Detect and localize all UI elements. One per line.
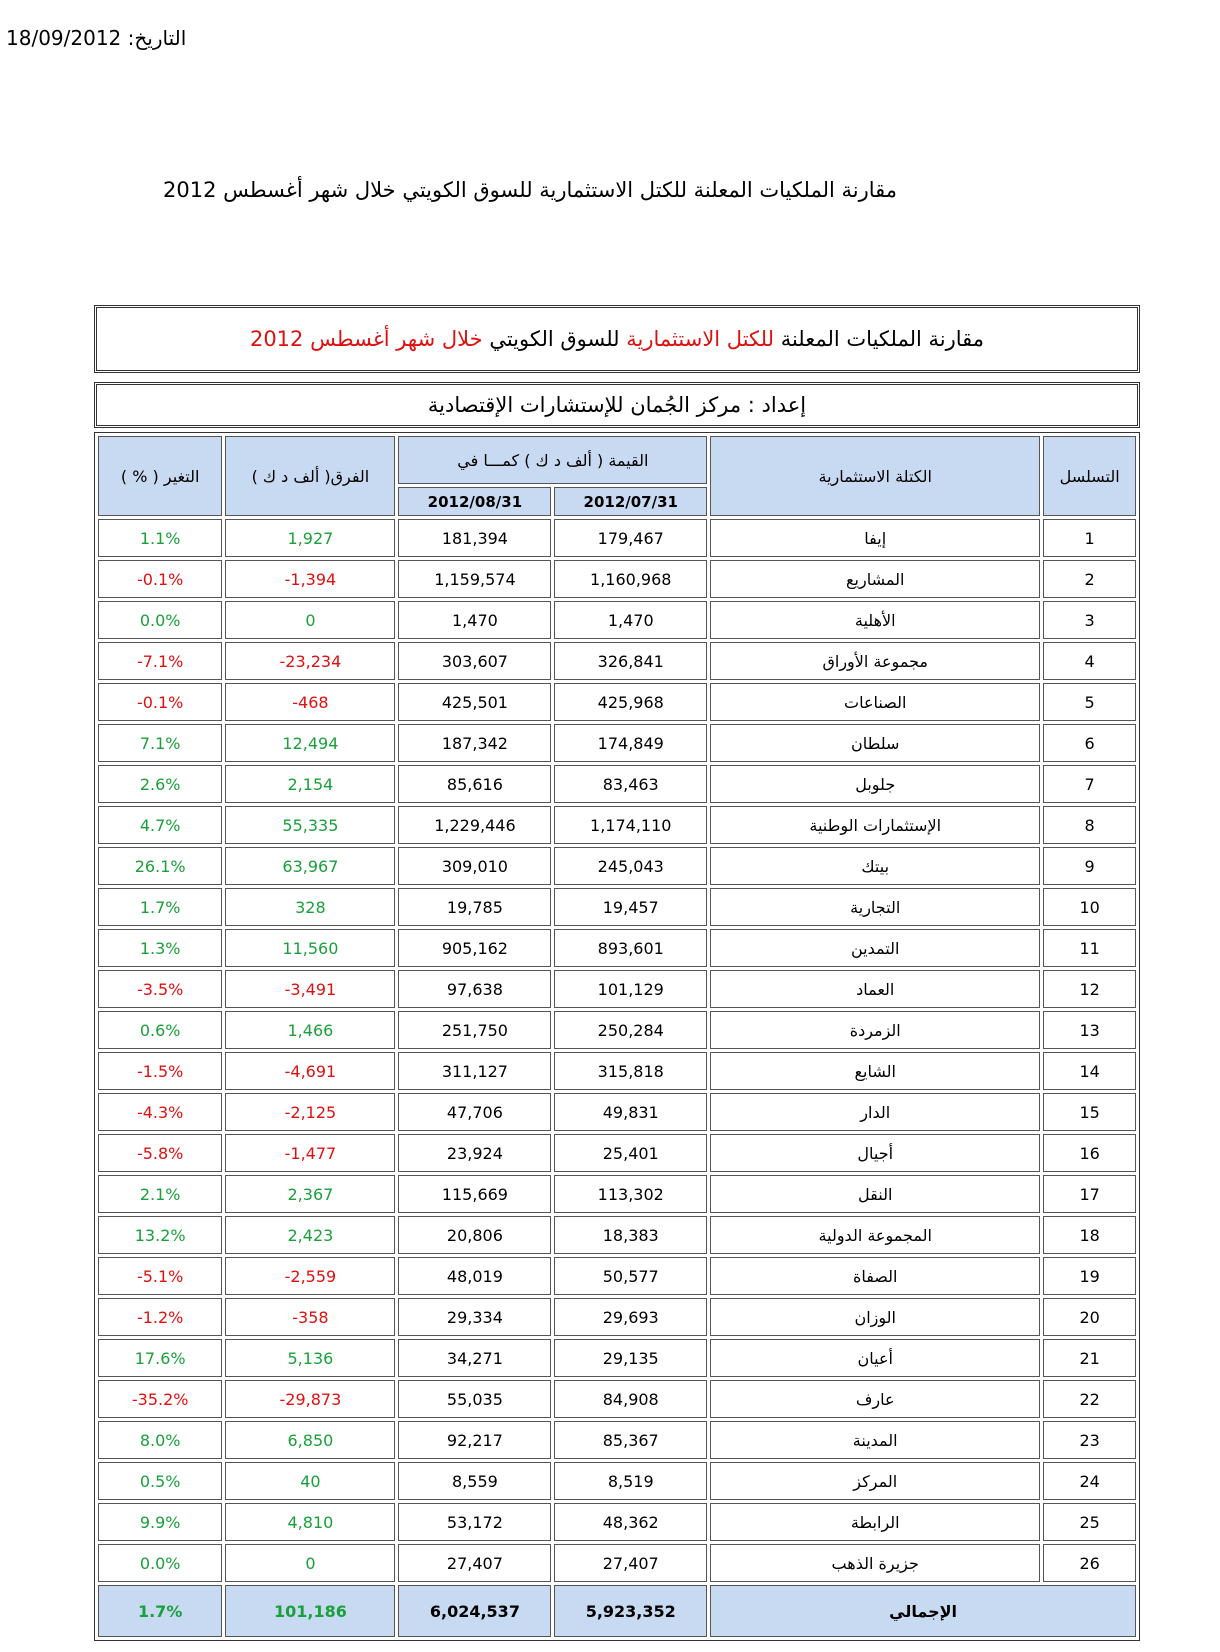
cell-diff: 0 (225, 601, 395, 639)
cell-block: المجموعة الدولية (710, 1216, 1040, 1254)
cell-change: 2.1% (98, 1175, 222, 1213)
holdings-table (94, 432, 1140, 1641)
table-row (98, 1544, 1136, 1582)
header-value-group: القيمة ( ألف د ك ) كمـــا في (398, 436, 707, 484)
cell-value-aug: 27,407 (398, 1544, 551, 1582)
cell-value-aug: 309,010 (398, 847, 551, 885)
cell-value-jul: 101,129 (554, 970, 707, 1008)
total-pct: 1.7% (98, 1585, 222, 1637)
cell-serial: 14 (1043, 1052, 1136, 1090)
cell-change: 1.1% (98, 519, 222, 557)
table-row (98, 1339, 1136, 1377)
cell-value-jul: 250,284 (554, 1011, 707, 1049)
cell-change: -5.1% (98, 1257, 222, 1295)
table-row (98, 724, 1136, 762)
cell-value-jul: 315,818 (554, 1052, 707, 1090)
table-row (98, 847, 1136, 885)
box-title-part3: للسوق الكويتي (489, 327, 620, 351)
table-row (98, 1257, 1136, 1295)
cell-value-aug: 425,501 (398, 683, 551, 721)
cell-change: -7.1% (98, 642, 222, 680)
cell-serial: 18 (1043, 1216, 1136, 1254)
table-row (98, 929, 1136, 967)
cell-block: مجموعة الأوراق (710, 642, 1040, 680)
cell-serial: 21 (1043, 1339, 1136, 1377)
cell-serial: 20 (1043, 1298, 1136, 1336)
cell-change: 8.0% (98, 1421, 222, 1459)
cell-block: جزيرة الذهب (710, 1544, 1040, 1582)
cell-value-aug: 20,806 (398, 1216, 551, 1254)
cell-change: 13.2% (98, 1216, 222, 1254)
header-serial: التسلسل (1043, 436, 1136, 516)
table-row (98, 1421, 1136, 1459)
total-row (98, 1585, 1136, 1637)
table-row (98, 806, 1136, 844)
cell-serial: 5 (1043, 683, 1136, 721)
table-row (98, 1134, 1136, 1172)
cell-block: الدار (710, 1093, 1040, 1131)
cell-block: المدينة (710, 1421, 1040, 1459)
cell-change: 26.1% (98, 847, 222, 885)
cell-value-aug: 115,669 (398, 1175, 551, 1213)
cell-change: 9.9% (98, 1503, 222, 1541)
cell-diff: 4,810 (225, 1503, 395, 1541)
cell-value-jul: 85,367 (554, 1421, 707, 1459)
cell-block: المشاريع (710, 560, 1040, 598)
table-row (98, 1380, 1136, 1418)
cell-serial: 16 (1043, 1134, 1136, 1172)
cell-serial: 23 (1043, 1421, 1136, 1459)
header-block: الكتلة الاستثمارية (710, 436, 1040, 516)
cell-change: -35.2% (98, 1380, 222, 1418)
cell-value-jul: 1,174,110 (554, 806, 707, 844)
cell-diff: -468 (225, 683, 395, 721)
cell-diff: 328 (225, 888, 395, 926)
table-row (98, 1093, 1136, 1131)
cell-change: -3.5% (98, 970, 222, 1008)
cell-diff: -358 (225, 1298, 395, 1336)
table-row (98, 888, 1136, 926)
cell-change: 1.7% (98, 888, 222, 926)
cell-diff: -2,559 (225, 1257, 395, 1295)
cell-value-jul: 50,577 (554, 1257, 707, 1295)
table-row (98, 560, 1136, 598)
cell-block: سلطان (710, 724, 1040, 762)
total-v2: 6,024,537 (398, 1585, 551, 1637)
cell-diff: -1,477 (225, 1134, 395, 1172)
table-row (98, 765, 1136, 803)
cell-change: 17.6% (98, 1339, 222, 1377)
cell-change: -4.3% (98, 1093, 222, 1131)
cell-value-jul: 1,470 (554, 601, 707, 639)
cell-serial: 2 (1043, 560, 1136, 598)
cell-value-jul: 245,043 (554, 847, 707, 885)
cell-change: -0.1% (98, 560, 222, 598)
cell-block: الأهلية (710, 601, 1040, 639)
cell-block: الشايع (710, 1052, 1040, 1090)
cell-diff: -23,234 (225, 642, 395, 680)
cell-value-aug: 181,394 (398, 519, 551, 557)
cell-block: التجارية (710, 888, 1040, 926)
box-title (94, 305, 1140, 373)
cell-block: بيتك (710, 847, 1040, 885)
report-date (6, 26, 186, 50)
cell-diff: -2,125 (225, 1093, 395, 1131)
cell-value-jul: 174,849 (554, 724, 707, 762)
cell-serial: 7 (1043, 765, 1136, 803)
cell-serial: 6 (1043, 724, 1136, 762)
cell-change: -1.5% (98, 1052, 222, 1090)
table-row (98, 970, 1136, 1008)
cell-value-aug: 1,470 (398, 601, 551, 639)
cell-change: 0.0% (98, 1544, 222, 1582)
cell-diff: 1,466 (225, 1011, 395, 1049)
cell-diff: -29,873 (225, 1380, 395, 1418)
cell-block: الرابطة (710, 1503, 1040, 1541)
cell-block: المركز (710, 1462, 1040, 1500)
total-label: الإجمالي (710, 1585, 1136, 1637)
cell-change: 1.3% (98, 929, 222, 967)
cell-serial: 12 (1043, 970, 1136, 1008)
table-row (98, 1503, 1136, 1541)
cell-value-aug: 8,559 (398, 1462, 551, 1500)
cell-block: الصناعات (710, 683, 1040, 721)
cell-value-jul: 48,362 (554, 1503, 707, 1541)
cell-change: 0.6% (98, 1011, 222, 1049)
box-title-part1: مقارنة الملكيات المعلنة (780, 327, 985, 351)
page-title: مقارنة الملكيات المعلنة للكتل الاستثمارية للسوق الكويتي خلال شهر أغسطس 2012 (162, 178, 898, 202)
cell-block: النقل (710, 1175, 1040, 1213)
cell-value-aug: 55,035 (398, 1380, 551, 1418)
cell-value-aug: 47,706 (398, 1093, 551, 1131)
cell-value-jul: 83,463 (554, 765, 707, 803)
cell-value-aug: 34,271 (398, 1339, 551, 1377)
cell-value-jul: 84,908 (554, 1380, 707, 1418)
cell-serial: 10 (1043, 888, 1136, 926)
cell-value-aug: 1,159,574 (398, 560, 551, 598)
cell-value-jul: 8,519 (554, 1462, 707, 1500)
table-row (98, 1216, 1136, 1254)
cell-value-jul: 19,457 (554, 888, 707, 926)
cell-diff: 1,927 (225, 519, 395, 557)
cell-change: 0.0% (98, 601, 222, 639)
header-change: التغير ( % ) (98, 436, 222, 516)
cell-value-aug: 48,019 (398, 1257, 551, 1295)
cell-block: العماد (710, 970, 1040, 1008)
author-line: إعداد : مركز الجُمان للإستشارات الإقتصادية (94, 382, 1140, 428)
cell-serial: 13 (1043, 1011, 1136, 1049)
cell-value-aug: 23,924 (398, 1134, 551, 1172)
cell-block: أجيال (710, 1134, 1040, 1172)
cell-value-aug: 92,217 (398, 1421, 551, 1459)
cell-diff: 5,136 (225, 1339, 395, 1377)
cell-change: -0.1% (98, 683, 222, 721)
table-row (98, 1298, 1136, 1336)
cell-value-jul: 29,135 (554, 1339, 707, 1377)
cell-serial: 17 (1043, 1175, 1136, 1213)
cell-serial: 1 (1043, 519, 1136, 557)
cell-value-aug: 19,785 (398, 888, 551, 926)
header-date2: 2012/08/31 (398, 487, 551, 516)
cell-serial: 4 (1043, 642, 1136, 680)
cell-change: 2.6% (98, 765, 222, 803)
cell-serial: 11 (1043, 929, 1136, 967)
cell-value-jul: 25,401 (554, 1134, 707, 1172)
cell-value-aug: 311,127 (398, 1052, 551, 1090)
cell-block: أعيان (710, 1339, 1040, 1377)
cell-value-jul: 18,383 (554, 1216, 707, 1254)
cell-serial: 9 (1043, 847, 1136, 885)
date-label: التاريخ: (127, 26, 187, 50)
cell-diff: -1,394 (225, 560, 395, 598)
cell-value-aug: 29,334 (398, 1298, 551, 1336)
cell-block: عارف (710, 1380, 1040, 1418)
cell-value-jul: 326,841 (554, 642, 707, 680)
cell-block: الإستثمارات الوطنية (710, 806, 1040, 844)
cell-value-jul: 425,968 (554, 683, 707, 721)
cell-block: الزمردة (710, 1011, 1040, 1049)
header-date1: 2012/07/31 (554, 487, 707, 516)
cell-serial: 8 (1043, 806, 1136, 844)
cell-diff: 63,967 (225, 847, 395, 885)
table-row (98, 519, 1136, 557)
cell-diff: 11,560 (225, 929, 395, 967)
cell-value-aug: 303,607 (398, 642, 551, 680)
table-row (98, 1052, 1136, 1090)
cell-serial: 3 (1043, 601, 1136, 639)
cell-value-jul: 29,693 (554, 1298, 707, 1336)
cell-value-jul: 49,831 (554, 1093, 707, 1131)
cell-serial: 24 (1043, 1462, 1136, 1500)
cell-value-jul: 113,302 (554, 1175, 707, 1213)
table-row (98, 642, 1136, 680)
total-diff: 101,186 (225, 1585, 395, 1637)
cell-block: إيفا (710, 519, 1040, 557)
cell-value-aug: 97,638 (398, 970, 551, 1008)
table-row (98, 1175, 1136, 1213)
header-diff: الفرق( ألف د ك ) (225, 436, 395, 516)
cell-change: 7.1% (98, 724, 222, 762)
cell-diff: 2,154 (225, 765, 395, 803)
cell-value-aug: 1,229,446 (398, 806, 551, 844)
cell-change: -5.8% (98, 1134, 222, 1172)
cell-block: التمدين (710, 929, 1040, 967)
table-row (98, 1011, 1136, 1049)
table-row (98, 1462, 1136, 1500)
total-v1: 5,923,352 (554, 1585, 707, 1637)
cell-value-jul: 1,160,968 (554, 560, 707, 598)
cell-serial: 15 (1043, 1093, 1136, 1131)
cell-value-jul: 893,601 (554, 929, 707, 967)
cell-diff: -3,491 (225, 970, 395, 1008)
cell-serial: 25 (1043, 1503, 1136, 1541)
table-row (98, 601, 1136, 639)
cell-value-aug: 905,162 (398, 929, 551, 967)
cell-block: جلوبل (710, 765, 1040, 803)
cell-change: -1.2% (98, 1298, 222, 1336)
cell-diff: 0 (225, 1544, 395, 1582)
cell-block: الوزان (710, 1298, 1040, 1336)
table-row (98, 683, 1136, 721)
cell-value-aug: 251,750 (398, 1011, 551, 1049)
cell-serial: 19 (1043, 1257, 1136, 1295)
box-title-part4: خلال شهر أغسطس 2012 (249, 327, 483, 351)
date-value: 18/09/2012 (6, 26, 122, 50)
cell-diff: 55,335 (225, 806, 395, 844)
cell-value-aug: 187,342 (398, 724, 551, 762)
cell-value-jul: 179,467 (554, 519, 707, 557)
cell-change: 0.5% (98, 1462, 222, 1500)
cell-value-jul: 27,407 (554, 1544, 707, 1582)
cell-value-aug: 53,172 (398, 1503, 551, 1541)
box-title-part2: للكتل الاستثمارية (626, 327, 774, 351)
cell-diff: -4,691 (225, 1052, 395, 1090)
cell-diff: 2,367 (225, 1175, 395, 1213)
cell-serial: 26 (1043, 1544, 1136, 1582)
cell-serial: 22 (1043, 1380, 1136, 1418)
cell-diff: 2,423 (225, 1216, 395, 1254)
cell-diff: 12,494 (225, 724, 395, 762)
cell-change: 4.7% (98, 806, 222, 844)
cell-diff: 6,850 (225, 1421, 395, 1459)
cell-value-aug: 85,616 (398, 765, 551, 803)
cell-block: الصفاة (710, 1257, 1040, 1295)
cell-diff: 40 (225, 1462, 395, 1500)
